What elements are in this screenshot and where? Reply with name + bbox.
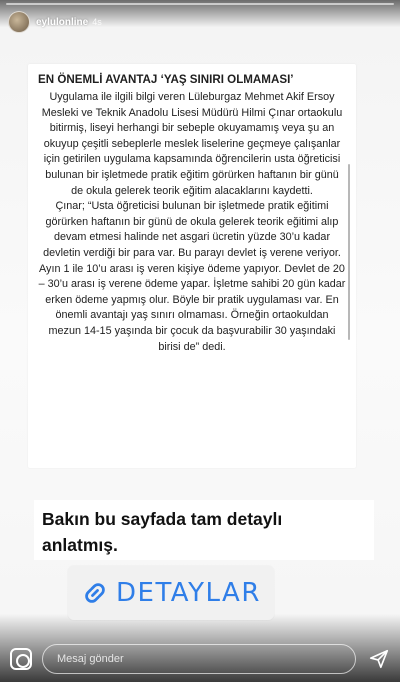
article-title: EN ÖNEMLİ AVANTAJ ‘YAŞ SINIRI OLMAMASI’ [38, 73, 294, 86]
caption-line-1: Bakın bu sayfada tam detaylı [42, 509, 283, 529]
message-input[interactable] [42, 644, 356, 674]
post-time: 4s [92, 17, 102, 27]
link-sticker-label: DETAYLAR [116, 578, 261, 608]
avatar[interactable] [8, 11, 30, 33]
story-progress-bar [6, 3, 394, 5]
story-header [8, 8, 102, 36]
camera-icon[interactable] [10, 648, 32, 670]
article-paragraph-2: Çınar; “Usta öğreticisi bulunan bir işletmede pratik eğitimi görürken haftanın bir günü de okula gelerek teorik eğitimi alıp devam etmesi halinde net asgari ücretin yüzde 30’u kadar devletin verdiği bir para var. Bu parayı devlet iş verene veriyor. Ayın 1 ile 10’u arası iş veren kişiye ödeme yapıyor. Devlet de 20 – 30’u arası iş verene ödeme yapar. İşletme sahibi 20 gün kadar erken ödeme yapmış olur. Böyle bir pratik uygulaması var. En önemli avantajı yaş sınırı olmaması. Örneğin ortaokuldan mezun 14-15 yaşında bir çocuk da başvurabilir 30 yaşındaki birisi de” dedi. [38, 200, 346, 353]
paper-plane-icon[interactable] [368, 648, 390, 670]
scrollbar [348, 164, 350, 340]
caption-line-2: anlatmış. [42, 532, 124, 558]
link-icon [80, 578, 110, 608]
article-paragraph-1: Uygulama ile ilgili bilgi veren Lüleburgaz Mehmet Akif Ersoy Mesleki ve Teknik Anadolu Lisesi Müdürü Hilmi Çınar ortaokulu bitirmiş, liseyi herhangi bir sebeple okuyamamış veya şu an okuyup çeşitli sebeplerle meslek liselerine geçmeye çalışanlar için getirilen uygulama kapsamında öğrencilerin usta öğreticisi bulunan bir işletmede pratik eğitim görürken haftanın bir günü de okula gelerek teorik eğitim alacaklarını kaydetti. [41, 91, 343, 197]
article-screenshot-card [28, 64, 356, 468]
story-footer [0, 636, 400, 682]
link-sticker-button[interactable] [68, 566, 274, 620]
story-caption [34, 500, 374, 560]
username[interactable]: eylulonline [36, 16, 89, 28]
